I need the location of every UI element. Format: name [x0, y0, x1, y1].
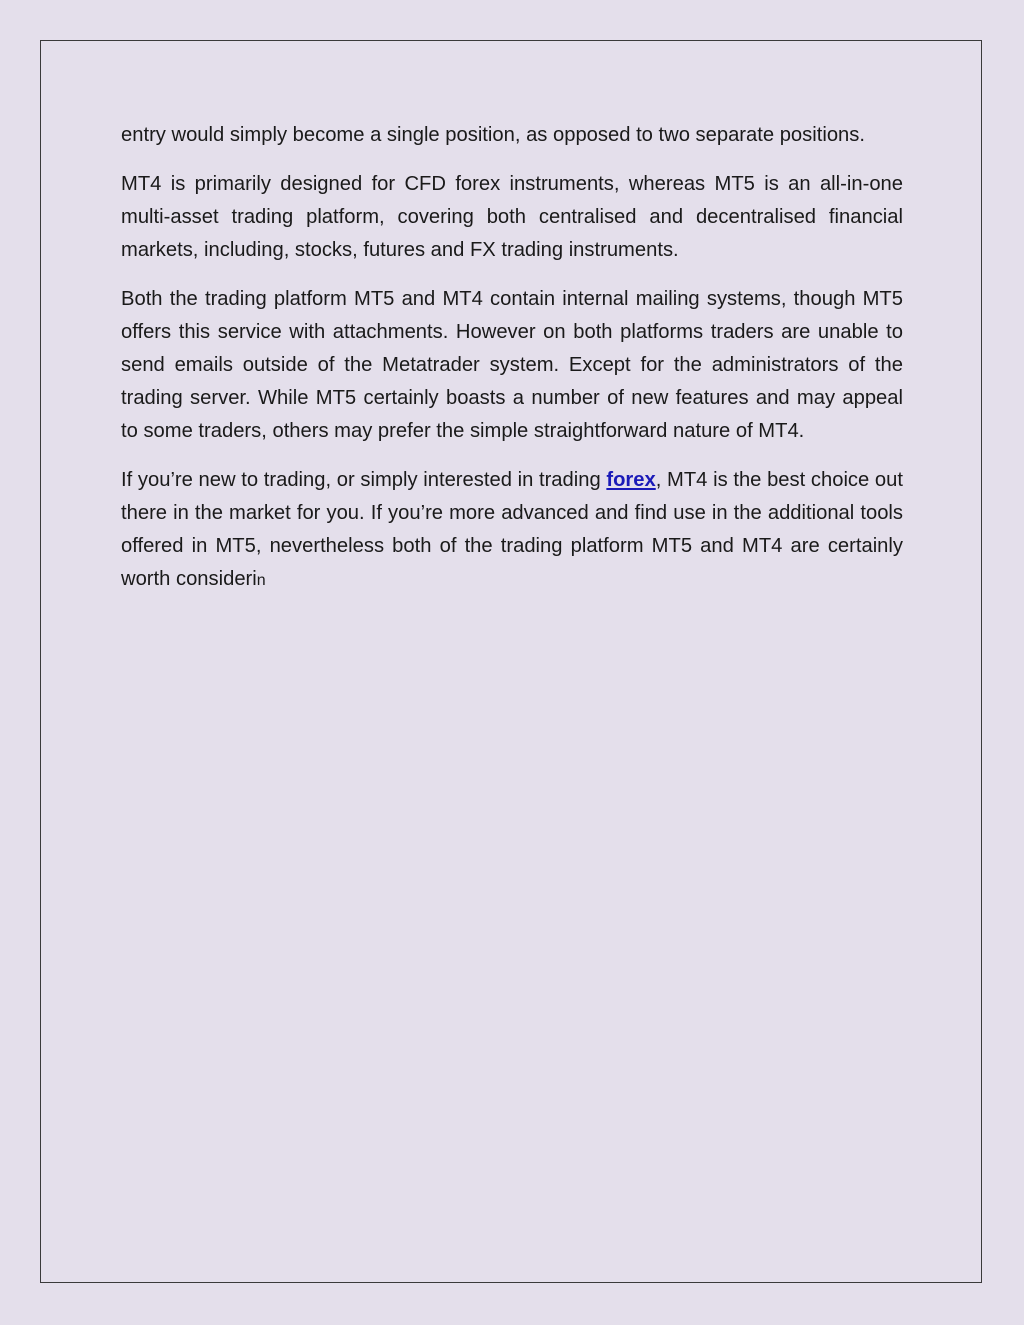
paragraph-3: Both the trading platform MT5 and MT4 contain internal mailing systems, though MT5 offers this service with attachments. However on both platforms traders are unable to send emails outside of the Metatrader system. Except for the administrators of the trading server. While MT5 certainly boasts a number of new features and may appeal to some traders, others may prefer the simple straightforward nature of MT4. [121, 288, 903, 442]
paragraph-1: entry would simply become a single position, as opposed to two separate positions. [121, 124, 865, 146]
paragraph-4 [121, 464, 903, 597]
paragraph-4-text-before-link: If you’re new to trading, or simply interested in trading [121, 469, 607, 491]
document-body [121, 119, 903, 613]
paragraph-4-text-after-link: , MT4 is the best choice out there in the market for you. If you’re more advanced and find use in the additional tools offered in MT5, nevertheless both of the trading platform MT5 and MT4 are certainly worth consideri [121, 469, 903, 590]
forex-link[interactable]: forex [606, 469, 656, 491]
paragraph-4-tail-char: n [256, 572, 266, 589]
paragraph-2: MT4 is primarily designed for CFD forex instruments, whereas MT5 is an all-in-one multi-asset trading platform, covering both centralised and decentralised financial markets, including, stocks, futures and FX trading instruments. [121, 173, 903, 261]
